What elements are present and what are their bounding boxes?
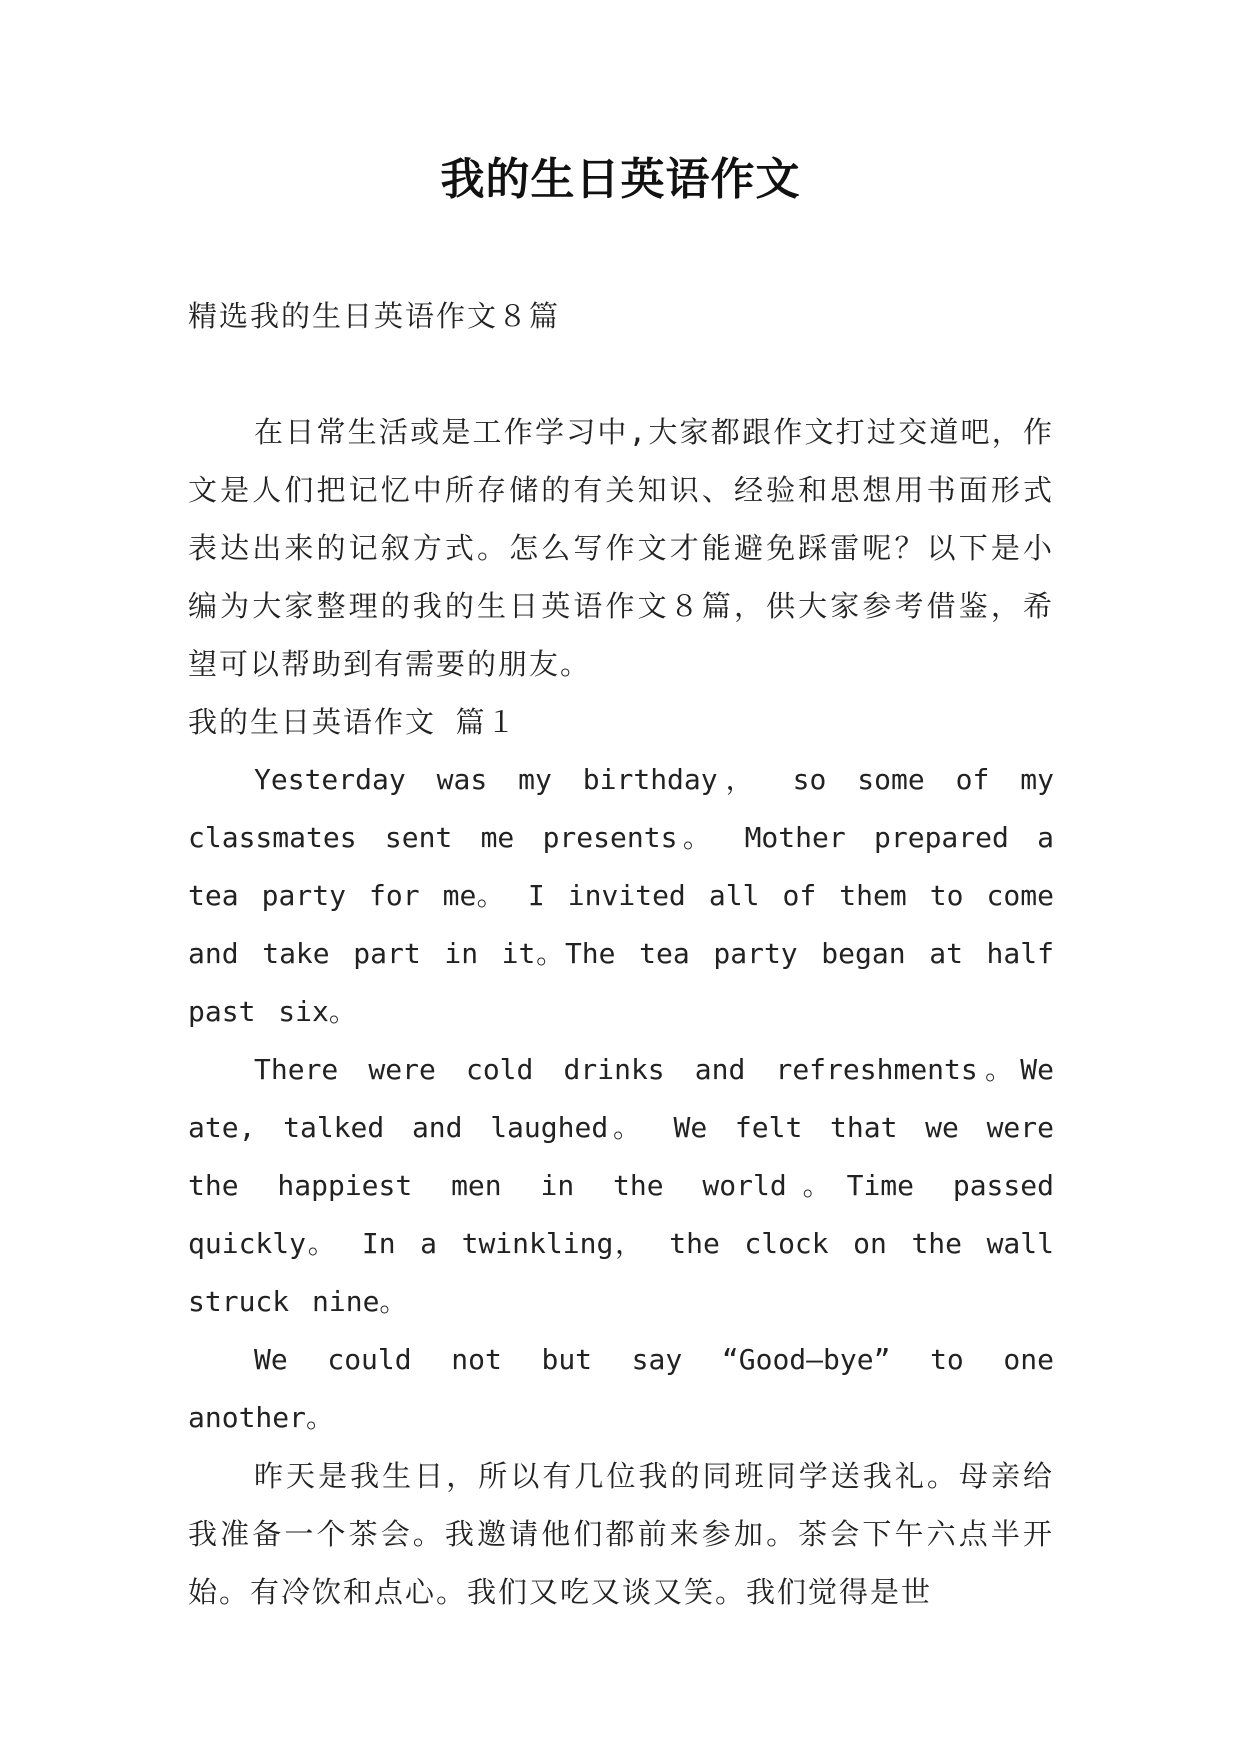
- document-title: 我的生日英语作文: [440, 154, 801, 205]
- translation-paragraph: 昨天是我生日，所以有几位我的同班同学送我礼。母亲给我准备一个茶会。我邀请他们都前来参加。茶会下午六点半开始。有冷饮和点心。我们又吃又谈又笑。我们觉得是世: [188, 1459, 1054, 1609]
- essay-paragraph-3: We could not but say “Good—bye” to one another。: [188, 1343, 1054, 1434]
- essay-heading: 我的生日英语作文 篇１: [188, 705, 518, 739]
- document-body: [188, 403, 1054, 1621]
- essay-paragraph-1: Yesterday was my birthday， so some of my classmates sent me presents。 Mother prepared a tea party for me。 I invited all of them to come and take part in it。The tea party began at half past six。: [188, 763, 1054, 1028]
- document-subtitle: 精选我的生日英语作文８篇: [188, 299, 561, 333]
- intro-paragraph: 在日常生活或是工作学习中,大家都跟作文打过交道吧，作文是人们把记忆中所存储的有关知识、经验和思想用书面形式表达出来的记叙方式。怎么写作文才能避免踩雷呢？以下是小编为大家整理的我的生日英语作文８篇，供大家参考借鉴，希望可以帮助到有需要的朋友。: [188, 415, 1054, 681]
- essay-paragraph-2: There were cold drinks and refreshments。We ate, talked and laughed。 We felt that we were the happiest men in the world。Time passed quickly。 In a twinkling， the clock on the wall struck nine。: [188, 1053, 1054, 1318]
